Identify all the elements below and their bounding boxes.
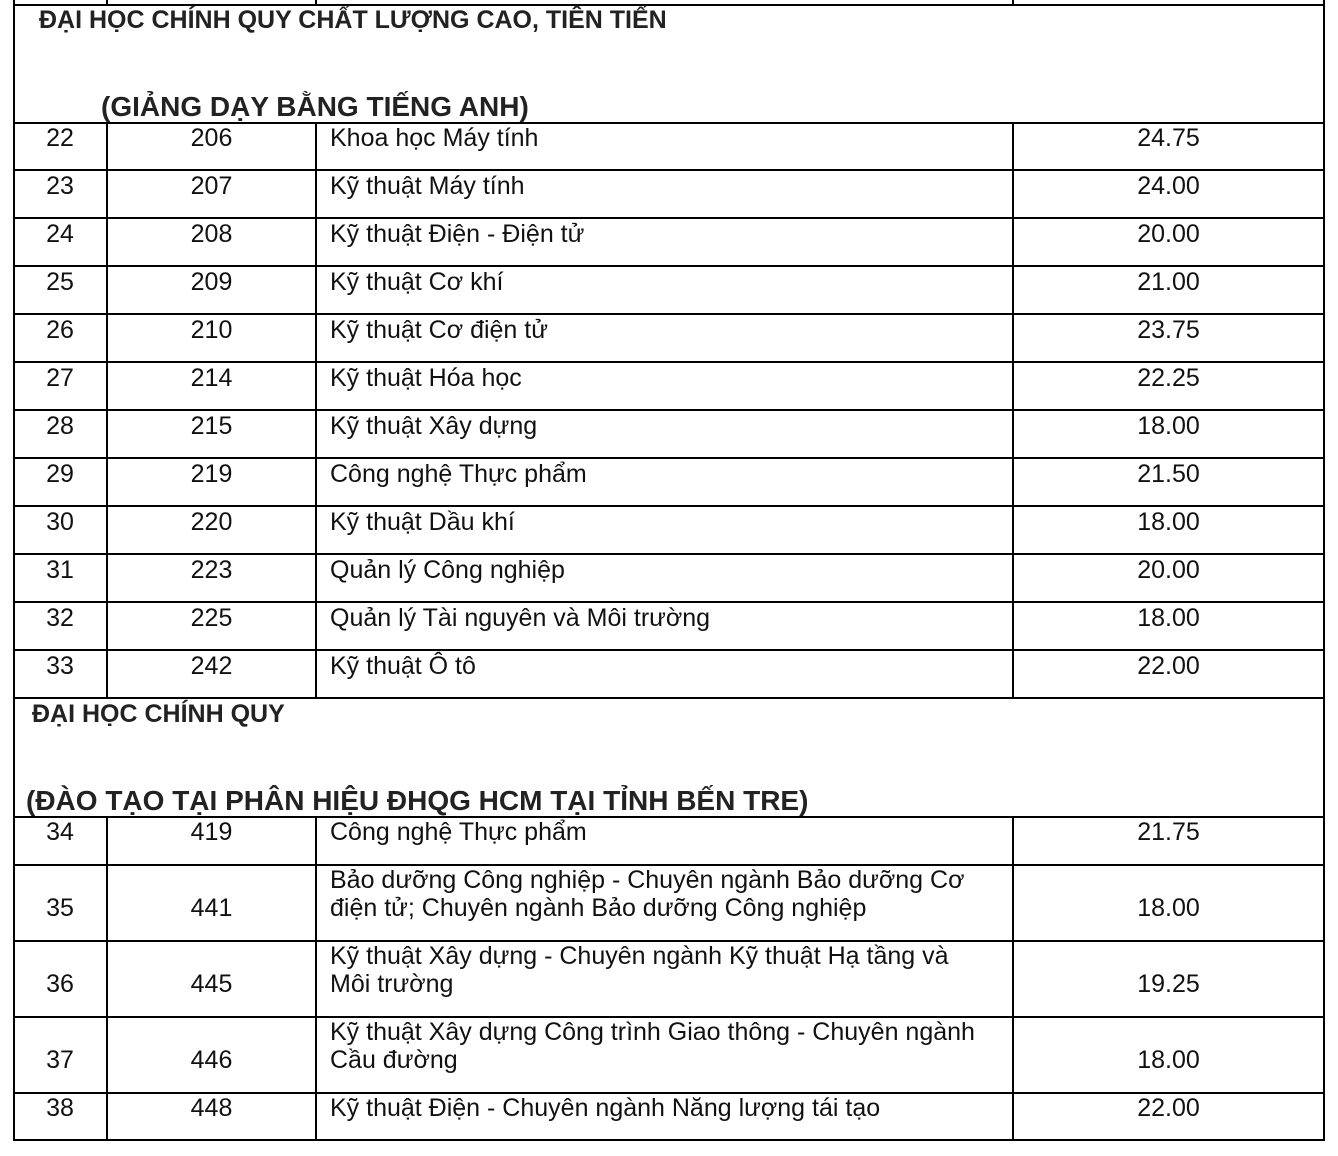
row-major-name: Kỹ thuật Cơ khí [330,268,504,296]
row-score: 20.00 [1137,220,1200,248]
row-stt: 35 [46,894,74,922]
row-stt: 37 [46,1046,74,1074]
row-stt: 32 [46,604,74,632]
row-stt: 27 [46,364,74,392]
row-divider [13,217,1325,219]
row-stt: 26 [46,316,74,344]
row-stt: 25 [46,268,74,296]
table-bottom-border [13,1139,1325,1141]
row-score: 18.00 [1137,894,1200,922]
row-divider [13,457,1325,459]
row-score: 21.75 [1137,818,1200,846]
row-divider [13,169,1325,171]
row-stt: 28 [46,412,74,440]
row-stt: 29 [46,460,74,488]
row-major-name: Kỹ thuật Xây dựng Công trình Giao thông - Chuyên ngành [330,1018,975,1046]
row-major-name-line2: Môi trường [330,970,454,998]
row-major-name: Kỹ thuật Xây dựng - Chuyên ngành Kỹ thuật Hạ tầng và [330,942,949,970]
row-stt: 31 [46,556,74,584]
row-score: 18.00 [1137,412,1200,440]
section-1-title: ĐẠI HỌC CHÍNH QUY CHẤT LƯỢNG CAO, TIÊN TIẾN [39,6,667,34]
row-divider [13,409,1325,411]
row-major-name: Kỹ thuật Ô tô [330,652,476,680]
row-divider [13,697,1325,699]
row-major-name: Kỹ thuật Điện - Điện tử [330,220,585,248]
row-major-name-line2: điện tử; Chuyên ngành Bảo dưỡng Công nghiệp [330,894,867,922]
row-score: 20.00 [1137,556,1200,584]
row-major-name: Kỹ thuật Cơ điện tử [330,316,548,344]
row-stt: 36 [46,970,74,998]
row-divider [13,313,1325,315]
row-stt: 34 [46,818,74,846]
row-score: 22.00 [1137,1094,1200,1122]
row-code: 441 [190,894,233,922]
row-score: 22.25 [1137,364,1200,392]
row-major-name: Kỹ thuật Xây dựng [330,412,538,440]
row-code: 419 [190,818,233,846]
section-2-subtitle: (ĐÀO TẠO TẠI PHÂN HIỆU ĐHQG HCM TẠI TỈNH BẾN TRE) [26,785,809,816]
row-score: 19.25 [1137,970,1200,998]
row-score: 23.75 [1137,316,1200,344]
row-code: 219 [190,460,233,488]
row-major-name: Khoa học Máy tính [330,124,539,152]
row-code: 206 [190,124,233,152]
row-code: 242 [190,652,233,680]
row-code: 225 [190,604,233,632]
row-score: 24.75 [1137,124,1200,152]
row-code: 445 [190,970,233,998]
row-code: 223 [190,556,233,584]
row-divider [13,649,1325,651]
row-code: 215 [190,412,233,440]
row-code: 210 [190,316,233,344]
row-major-name: Quản lý Tài nguyên và Môi trường [330,604,711,632]
row-code: 446 [190,1046,233,1074]
row-major-name: Bảo dưỡng Công nghiệp - Chuyên ngành Bảo dưỡng Cơ [330,866,965,894]
row-major-name: Công nghệ Thực phẩm [330,460,587,488]
row-stt: 33 [46,652,74,680]
row-stt: 24 [46,220,74,248]
row-major-name: Kỹ thuật Dầu khí [330,508,515,536]
row-major-name-line2: Cầu đường [330,1046,458,1074]
section-1-subtitle: (GIẢNG DẠY BẰNG TIẾNG ANH) [101,91,529,122]
row-score: 22.00 [1137,652,1200,680]
row-code: 220 [190,508,233,536]
row-major-name: Quản lý Công nghiệp [330,556,565,584]
row-score: 18.00 [1137,508,1200,536]
row-code: 209 [190,268,233,296]
row-score: 21.50 [1137,460,1200,488]
row-divider [13,601,1325,603]
row-divider [13,265,1325,267]
row-major-name: Kỹ thuật Máy tính [330,172,525,200]
row-stt: 38 [46,1094,74,1122]
row-score: 18.00 [1137,1046,1200,1074]
row-score: 21.00 [1137,268,1200,296]
row-divider [13,553,1325,555]
row-score: 18.00 [1137,604,1200,632]
row-code: 448 [190,1094,233,1122]
row-code: 207 [190,172,233,200]
row-code: 208 [190,220,233,248]
row-stt: 22 [46,124,74,152]
row-stt: 23 [46,172,74,200]
row-major-name: Công nghệ Thực phẩm [330,818,587,846]
row-major-name: Kỹ thuật Điện - Chuyên ngành Năng lượng tái tạo [330,1094,881,1122]
row-major-name: Kỹ thuật Hóa học [330,364,522,392]
row-stt: 30 [46,508,74,536]
row-divider [13,505,1325,507]
row-code: 214 [190,364,233,392]
row-divider [13,361,1325,363]
row-score: 24.00 [1137,172,1200,200]
section-2-title: ĐẠI HỌC CHÍNH QUY [32,700,285,728]
